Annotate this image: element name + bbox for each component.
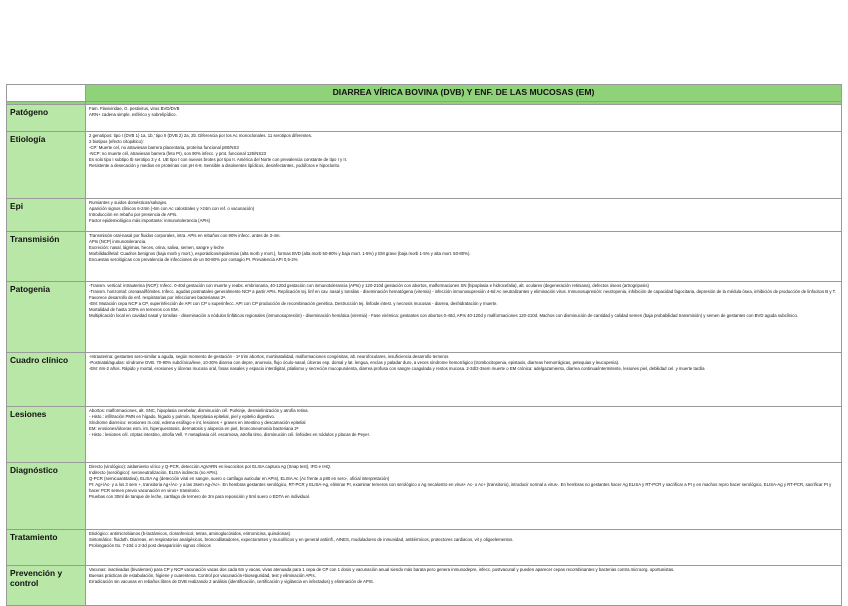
content-line: Mortalidad de hasta 100% en terneros con EM. (89, 306, 179, 312)
section-content (86, 199, 842, 232)
section-content (86, 132, 842, 199)
content-line: -CP: Muerte cel, no atraviesan barrera placentaria, proteína funcional p80/NS3 (89, 144, 239, 150)
section-content (86, 566, 842, 606)
section-row (7, 353, 842, 407)
title-corner-cell (7, 85, 86, 102)
section-row (7, 407, 842, 463)
section-row (7, 199, 842, 232)
content-line: 2 biotipos (efecto citopático): (89, 138, 144, 144)
content-line: Fam. Flaviviridae, G. pestivirus, virus BVD/DVB (89, 106, 180, 111)
section-label: Diagnóstico (7, 463, 86, 530)
section-label: Prevención y control (7, 566, 86, 606)
content-line: -Postnatal/agudas: síndrome DVB. 70-90% subclínica/leve, 10-30% diarrea con depre, anorexia, flujo óculo-nasal, úlceras esp. dorsal y lat. lengua, encías y paladar duro, a veces síndrome hemorrágico (trombocitopenia, epistaxis, diarreas hemorrágicas, petequias y leucopenia). (89, 359, 620, 365)
content-line: Abortos: malformaciones, alt. SNC, hipoplasia cerebelar, disminución cél. Purkinje, desmielinización y atrofia retina. (89, 408, 309, 413)
section-row (7, 232, 842, 282)
content-line: Es solo tipo I subtipo Ib serotipo 3 y 4. UE tipo I con nuevos brotes por tipo II. América del Norte con prevalencia constante de tipo I y II. (89, 156, 347, 162)
section-row (7, 132, 842, 199)
content-line: -EM: Mutación cepa NCP a CP, superinfección de API con CP o superinfecc. API con CP producción de recombinación genética. Destrucción tej. linfoide intest. y necrosis mucosas - diarrea, deshidratación y muerte. (89, 300, 498, 306)
content-line: 2 genotipos: tipo I (DVB 1) 1a, 1b,' tipo II (DVB 2) 2a, 2b. Diferencia por los Ac monoclonales. 11 serotipos diferentes. (89, 133, 313, 138)
section-content (86, 530, 842, 566)
content-line: Aparición signos clínicos 6-24m (-6m con Ac calostrales y >24m con ref. o vacunación) (89, 205, 255, 211)
content-line: -Intrauterina: gestantes sero-similar a aguda, según momento de gestación - 1ª trim abortos, mortinatalidad, malformaciones congénitas, alt. neurofoculares, insuficiencia desarrollo terneros (89, 354, 449, 359)
content-line: Transmisión oral-nasal por fluidos corporales, intra. APIs en rebaños con 90% infecc. antes de 3-4m. (89, 233, 281, 238)
content-line: Sintomático: fluidoth. Diarreas, en respiratorios analgésicos, broncodilatadores, expectorantes y mucolíticos y en general antiinfl., AINES, moduladores de inmunidad, antitérmicos, protectores cardiacos, vit y oligoelementos. (89, 536, 514, 542)
section-label: Cuadro clínico (7, 353, 86, 407)
content-line: - Histo.: infiltración PMN en hígado, hígado y pulmón, hiperplasia epitelial, piel y epitelio digestivo. (89, 413, 276, 419)
content-line: Factor epidemiológico más importante: inmunotolerancia (APIs) (89, 217, 211, 223)
content-line: -Transm. vertical: intrauterina (NCP): Infecc. 0-40d gestación con muerte y reabs. embrionaria, 40-120d gestación con inmunotolerancia (APIs) y 120-210d gestación con abortos, malformaciones SN (hipoplasia e hidrocefalia), alt. oculares (degeneración retiniana), defectos óseos (artrogriposis) (89, 283, 649, 288)
sheet-title: DIARREA VÍRICA BOVINA (DVB) Y ENF. DE LAS MUCOSAS (EM) (86, 85, 842, 102)
content-line: Etiológico: antimicrobianos (b-lactámicos, cloranfenicol, tetras, aminoglucósidos, eritromicina, quinolonas) (89, 531, 291, 536)
section-content (86, 105, 842, 132)
disease-summary-table (6, 84, 842, 606)
section-content (86, 232, 842, 282)
section-label: Lesiones (7, 407, 86, 463)
content-line: Introducción en rebaño por presencia de APIs. (89, 211, 178, 217)
content-line: - Histo.: lesiones cél. criptas intestino, atrofia Vell. Y metaplasia cél. escamosa, atrofia timo, disminución cél. linfoides en nódulos y placas de Peyer. (89, 431, 370, 437)
section-label: Patogenia (7, 282, 86, 353)
title-row (7, 85, 842, 102)
section-row (7, 282, 842, 353)
content-line: Excreción: nasal, lágrimas, heces, orina, saliva, semen, sangre y leche (89, 244, 224, 250)
section-row (7, 463, 842, 530)
section-label: Epi (7, 199, 86, 232)
content-line: -EM: 6m-2 años. Rápido y mortal, erosiones y úlceras mucosa oral, fosas nasales y espacio interdigital, ptialismo y secreción mucopurulenta, diarrea profusa con sangre coagulada y restos mucosa. 2-3d/2-3sem muerte o EM crónica: adelgazamiento, diarrea continua/intermitente, lesiones piel, debilidad cel. y muerte tardía (89, 365, 705, 371)
section-content (86, 407, 842, 463)
section-label: Patógeno (7, 105, 86, 132)
content-line: Multiplicación local en cavidad nasal y tonsilas - diseminación a nódulos linfáticos regionales (inmunosupresión) - diseminación hemática (viremia) - Fase virémica: gestantes con abortos 0-40d, APIs 40-120d y malformaciones 120-210d. Machos con disminución de cantidad y calidad semen (baja probabilidad transmisión) y semen de gestantes con BVD aguda subclínico. (89, 312, 799, 318)
content-line: Vacunas: inactivadas (bivalentes) para CP y NCP vacunación vacas dos cada 6m y vacas, vivas atenuada para 1 cepa de CP con 1 dosis y vacunación anual siendo más barata pero genera inmunodepre, infecc. postvacunal y pueden aparecer cepas recombinantes y bacterias contra microorg. oportunistas. (89, 567, 675, 572)
section-content (86, 353, 842, 407)
content-line: Pruebas con 30ml de tanque de leche, cartilago de ternero de 3m para reposición y 5ml suero o EDTA en individual. (89, 493, 310, 499)
content-line: -Transm. horizontal: oronasal/fómites. Infecc. agudas postnatales generalmente NCP a partir APIs. Replicación tej. linf en cav. nasal y tonsilas - diseminación hematógena (viremia) - infección inmunosupresión 4-6d Ac neutralizantes y eliminación virus. Inmunosupresión: neutropenia, inhibición de capacidad fagocitaria, depresión de la médula ósea, inhibición de producción de linfocitos B y T. Favorece desarrollo de enf. respiratorias por infecciones bacterianas 2ª. (89, 288, 836, 300)
section-content (86, 463, 842, 530)
section-row (7, 566, 842, 606)
section-label: Tratamiento (7, 530, 86, 566)
content-line: Encuestas serológicas con prevalencia de infecciones de un 50-80% por contagio PI. Prevalencia API 0,5-2% (89, 256, 298, 262)
content-line: Buenas prácticas de estabulación, higiene y cuarentena. Control por vacunación+bioseguridad, test y eliminación APIs. (89, 572, 316, 578)
content-line: Rumiantes y suidos domésticos/salvajes. (89, 200, 168, 205)
content-line: EM: erosiones/úlceras esm. int, hiperqueratosis, dermatosis y alopecia en piel, bronconeumonía bacteriana 2ª (89, 425, 299, 431)
content-line: Indirecto (serológico): seroneutralización, ELISA indirecto (no APIs). (89, 469, 219, 475)
content-line: -NCP: no muerte cél, atraviesan barrera (feto PI), son 90% infecc. y pmt. funcional 125/NS23 (89, 150, 266, 156)
content-line: Morbilidad/letal: Cuadros benignos (baja morb y mort.), esporádicos/epidemias (alta morb y mort.), formas BVD (alta morb 50-80% y baja mort. 1-5%) y EM grave (baja morb 1-5% y alta mort. 50-80%). (89, 250, 471, 256)
content-line: PI: Ag+/Ac- y a los 3 sem +, transitoria Ag+/Ac- y a las 3sem Ag-/Ac+. En hembras gestantes serológico, RT-PCR y ELISA-Ag, eliminar PI, examinar terneros con serológico o Ag necalostro en virus+ Ac- o Ac+ (transitorio), introducir normal a virus-. En hembras no gestantes hacer Ag ELISA y RT-PCR y sacrificar a PI y en machos repro hacer serológico, ELISA-Ag y RT-PCR, sacrificar PI y hacer PCR semen previo vacunación en virus+ transitorio. (89, 481, 832, 493)
content-line: Erradicación sin vacunas en rebaños libres de DVB realizando 2 análisis (identificación, certificación y vigilancia en infectados) y eliminación de APIS. (89, 578, 374, 584)
content-line: Resistente a desecación y medios en proteínas con pH 6-8. Sensible a disolventes lipídicos, desinfectantes, yodóforos e hipoclorito. (89, 162, 341, 168)
section-label: Transmisión (7, 232, 86, 282)
section-row (7, 105, 842, 132)
content-line: Directo (virológico): aislamiento vírico y Q-PCR, detección AgVARN en leucocitos por ELISA captura Ag (Snap test), IFD e IHQ. (89, 464, 332, 469)
content-line: Q-PCR (semicuantitativa), ELISA Ag (detección viral en sangre, suero o cartílago auricular en APIs), ELISA Ac (Ac frente a p80 en sero-, oficial interpretación) (89, 475, 390, 481)
section-label: Etiología (7, 132, 86, 199)
section-content (86, 282, 842, 353)
content-line: Prolongación tto. 7-10d o 2-3d post desaparición signos clínicos (89, 542, 211, 548)
content-line: Síndrome diarreico: erosiones m.oral, edema esófago e int, lesiones + graves en intestino y descamación epitelial (89, 419, 306, 425)
content-line: APIs (NCP) inmunotolerancia. (89, 238, 147, 244)
section-row (7, 530, 842, 566)
content-line: ARN+ cadena simple, esférico y sobrelipídico. (89, 111, 177, 117)
